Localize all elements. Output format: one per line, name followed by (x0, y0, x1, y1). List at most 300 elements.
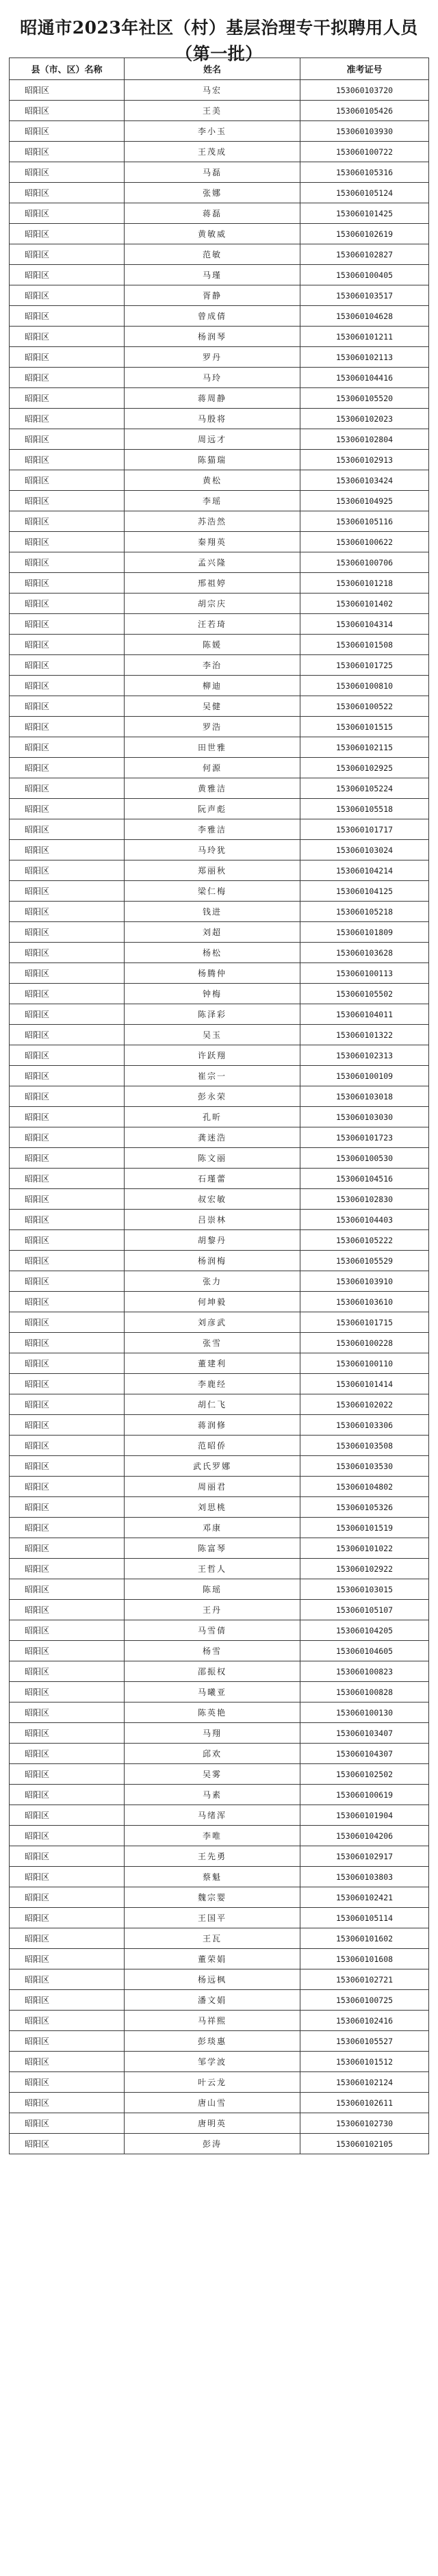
table-header-row (10, 58, 429, 80)
name-cell: 刘思桃 (125, 1497, 300, 1518)
county-cell: 昭阳区 (10, 655, 125, 676)
table-row (10, 922, 429, 943)
county-cell: 昭阳区 (10, 1456, 125, 1477)
name-cell: 张力 (125, 1271, 300, 1292)
exam-number-cell: 153060103930 (300, 121, 429, 142)
county-cell: 昭阳区 (10, 532, 125, 552)
county-cell: 昭阳区 (10, 347, 125, 368)
name-cell: 马雪倩 (125, 1620, 300, 1641)
county-cell: 昭阳区 (10, 142, 125, 162)
table-row (10, 1251, 429, 1271)
exam-number-cell: 153060103720 (300, 80, 429, 101)
table-row (10, 1333, 429, 1353)
name-cell: 王茂成 (125, 142, 300, 162)
table-row (10, 717, 429, 737)
county-cell: 昭阳区 (10, 696, 125, 717)
county-cell: 昭阳区 (10, 511, 125, 532)
exam-number-cell: 153060100810 (300, 676, 429, 696)
county-cell: 昭阳区 (10, 183, 125, 203)
table-row (10, 943, 429, 963)
table-row (10, 409, 429, 429)
table-row (10, 1271, 429, 1292)
county-cell: 昭阳区 (10, 1292, 125, 1312)
exam-number-cell: 153060103910 (300, 1271, 429, 1292)
table-row (10, 1477, 429, 1497)
county-cell: 昭阳区 (10, 1620, 125, 1641)
exam-number-cell: 153060100706 (300, 552, 429, 573)
county-cell: 昭阳区 (10, 285, 125, 306)
county-cell: 昭阳区 (10, 470, 125, 491)
name-cell: 邱欢 (125, 1744, 300, 1764)
exam-number-cell: 153060105518 (300, 799, 429, 819)
exam-number-cell: 153060101414 (300, 1374, 429, 1394)
name-cell: 胡仁飞 (125, 1394, 300, 1415)
exam-number-cell: 153060105218 (300, 902, 429, 922)
name-cell: 阮声彪 (125, 799, 300, 819)
exam-number-cell: 153060105222 (300, 1230, 429, 1251)
county-cell: 昭阳区 (10, 614, 125, 635)
table-row (10, 1518, 429, 1538)
name-cell: 郑丽秋 (125, 860, 300, 881)
exam-number-cell: 153060104214 (300, 860, 429, 881)
name-cell: 马磊 (125, 162, 300, 183)
exam-number-cell: 153060105326 (300, 1497, 429, 1518)
table-row (10, 1744, 429, 1764)
county-cell: 昭阳区 (10, 1990, 125, 2011)
county-cell: 昭阳区 (10, 1271, 125, 1292)
name-cell: 陈英艳 (125, 1703, 300, 1723)
exam-number-cell: 153060100828 (300, 1682, 429, 1703)
name-cell: 杨腾仲 (125, 963, 300, 984)
county-cell: 昭阳区 (10, 409, 125, 429)
table-row (10, 676, 429, 696)
county-cell: 昭阳区 (10, 1703, 125, 1723)
county-cell: 昭阳区 (10, 963, 125, 984)
exam-number-cell: 153060100130 (300, 1703, 429, 1723)
table-row (10, 1908, 429, 1928)
exam-number-cell: 153060102105 (300, 2134, 429, 2154)
name-cell: 武氏罗娜 (125, 1456, 300, 1477)
name-cell: 黄雅洁 (125, 778, 300, 799)
exam-number-cell: 153060103030 (300, 1107, 429, 1127)
name-cell: 陈文丽 (125, 1148, 300, 1169)
exam-number-cell: 153060104307 (300, 1744, 429, 1764)
county-cell: 昭阳区 (10, 635, 125, 655)
exam-number-cell: 153060101715 (300, 1312, 429, 1333)
county-cell: 昭阳区 (10, 121, 125, 142)
exam-number-cell: 153060100725 (300, 1990, 429, 2011)
exam-number-cell: 153060101717 (300, 819, 429, 840)
county-cell: 昭阳区 (10, 265, 125, 285)
table-row (10, 1579, 429, 1600)
table-row (10, 491, 429, 511)
table-row (10, 1230, 429, 1251)
table-row (10, 142, 429, 162)
table-row (10, 1148, 429, 1169)
exam-number-cell: 153060104628 (300, 306, 429, 327)
name-cell: 苏浩然 (125, 511, 300, 532)
table-row (10, 1887, 429, 1908)
name-cell: 邢祖婷 (125, 573, 300, 594)
exam-number-cell: 153060103517 (300, 285, 429, 306)
exam-number-cell: 153060105529 (300, 1251, 429, 1271)
county-cell: 昭阳区 (10, 1949, 125, 1969)
county-cell: 昭阳区 (10, 1723, 125, 1744)
exam-number-cell: 153060105114 (300, 1908, 429, 1928)
name-cell: 李鹿经 (125, 1374, 300, 1394)
county-cell: 昭阳区 (10, 2134, 125, 2154)
exam-number-cell: 153060102827 (300, 244, 429, 265)
exam-number-cell: 153060103610 (300, 1292, 429, 1312)
name-cell: 邹学波 (125, 2052, 300, 2072)
exam-number-cell: 153060101519 (300, 1518, 429, 1538)
exam-number-cell: 153060101508 (300, 635, 429, 655)
table-row (10, 429, 429, 450)
name-cell: 石瑾蕾 (125, 1169, 300, 1189)
name-cell: 陈泽彩 (125, 1004, 300, 1025)
table-row (10, 470, 429, 491)
exam-number-cell: 153060103508 (300, 1436, 429, 1456)
name-cell: 马绪浑 (125, 1805, 300, 1826)
table-row (10, 737, 429, 758)
name-cell: 田世雅 (125, 737, 300, 758)
table-row (10, 1436, 429, 1456)
exam-number-cell: 153060103424 (300, 470, 429, 491)
table-row (10, 347, 429, 368)
name-cell: 叶云龙 (125, 2072, 300, 2093)
county-cell: 昭阳区 (10, 1538, 125, 1559)
table-row (10, 758, 429, 778)
county-cell: 昭阳区 (10, 1127, 125, 1148)
county-cell: 昭阳区 (10, 1148, 125, 1169)
name-cell: 何坤毅 (125, 1292, 300, 1312)
county-cell: 昭阳区 (10, 429, 125, 450)
table-row (10, 1682, 429, 1703)
name-cell: 范敏 (125, 244, 300, 265)
exam-number-cell: 153060105520 (300, 388, 429, 409)
county-cell: 昭阳区 (10, 1333, 125, 1353)
name-cell: 柳迪 (125, 676, 300, 696)
header-name: 姓名 (125, 58, 300, 80)
table-row (10, 2113, 429, 2134)
exam-number-cell: 153060105224 (300, 778, 429, 799)
county-cell: 昭阳区 (10, 1353, 125, 1374)
county-cell: 昭阳区 (10, 1086, 125, 1107)
exam-number-cell: 153060101322 (300, 1025, 429, 1045)
table-row (10, 1764, 429, 1785)
table-row (10, 203, 429, 224)
county-cell: 昭阳区 (10, 1826, 125, 1846)
name-cell: 吴玉 (125, 1025, 300, 1045)
exam-number-cell: 153060100823 (300, 1661, 429, 1682)
exam-number-cell: 153060104605 (300, 1641, 429, 1661)
name-cell: 彭永荣 (125, 1086, 300, 1107)
name-cell: 胡宗庆 (125, 594, 300, 614)
table-row (10, 1826, 429, 1846)
exam-number-cell: 153060102721 (300, 1969, 429, 1990)
name-cell: 吴健 (125, 696, 300, 717)
name-cell: 王国平 (125, 1908, 300, 1928)
name-cell: 蒋周静 (125, 388, 300, 409)
name-cell: 张娜 (125, 183, 300, 203)
county-cell: 昭阳区 (10, 1189, 125, 1210)
county-cell: 昭阳区 (10, 799, 125, 819)
name-cell: 周远才 (125, 429, 300, 450)
name-cell: 蔡魁 (125, 1867, 300, 1887)
county-cell: 昭阳区 (10, 984, 125, 1004)
county-cell: 昭阳区 (10, 1251, 125, 1271)
name-cell: 张雪 (125, 1333, 300, 1353)
county-cell: 昭阳区 (10, 552, 125, 573)
name-cell: 马玲犹 (125, 840, 300, 860)
exam-number-cell: 153060101515 (300, 717, 429, 737)
exam-number-cell: 153060105527 (300, 2031, 429, 2052)
name-cell: 蒋磊 (125, 203, 300, 224)
table-row (10, 265, 429, 285)
name-cell: 董荣娟 (125, 1949, 300, 1969)
table-row (10, 183, 429, 203)
exam-number-cell: 153060102804 (300, 429, 429, 450)
exam-number-cell: 153060102416 (300, 2011, 429, 2031)
county-cell: 昭阳区 (10, 491, 125, 511)
exam-number-cell: 153060103306 (300, 1415, 429, 1436)
table-row (10, 1127, 429, 1148)
county-cell: 昭阳区 (10, 244, 125, 265)
county-cell: 昭阳区 (10, 101, 125, 121)
exam-number-cell: 153060105502 (300, 984, 429, 1004)
exam-number-cell: 153060104205 (300, 1620, 429, 1641)
table-row (10, 963, 429, 984)
exam-number-cell: 153060103530 (300, 1456, 429, 1477)
county-cell: 昭阳区 (10, 1066, 125, 1086)
table-row (10, 2093, 429, 2113)
table-row (10, 2011, 429, 2031)
exam-number-cell: 153060101022 (300, 1538, 429, 1559)
county-cell: 昭阳区 (10, 1394, 125, 1415)
county-cell: 昭阳区 (10, 1641, 125, 1661)
exam-number-cell: 153060101725 (300, 655, 429, 676)
name-cell: 李瑶 (125, 491, 300, 511)
name-cell: 黄松 (125, 470, 300, 491)
county-cell: 昭阳区 (10, 943, 125, 963)
table-row (10, 1641, 429, 1661)
exam-number-cell: 153060100405 (300, 265, 429, 285)
exam-number-cell: 153060104925 (300, 491, 429, 511)
name-cell: 王瓦 (125, 1928, 300, 1949)
table-row (10, 101, 429, 121)
name-cell: 王哲人 (125, 1559, 300, 1579)
county-cell: 昭阳区 (10, 902, 125, 922)
county-cell: 昭阳区 (10, 1045, 125, 1066)
name-cell: 李唯 (125, 1826, 300, 1846)
table-row (10, 1703, 429, 1723)
name-cell: 杨润琴 (125, 327, 300, 347)
name-cell: 马瑾 (125, 265, 300, 285)
table-row (10, 614, 429, 635)
exam-number-cell: 153060102917 (300, 1846, 429, 1867)
name-cell: 杨远枫 (125, 1969, 300, 1990)
exam-number-cell: 153060104516 (300, 1169, 429, 1189)
name-cell: 胡黎丹 (125, 1230, 300, 1251)
name-cell: 李雅洁 (125, 819, 300, 840)
table-row (10, 2072, 429, 2093)
exam-number-cell: 153060102611 (300, 2093, 429, 2113)
name-cell: 孔昕 (125, 1107, 300, 1127)
table-row (10, 984, 429, 1004)
exam-number-cell: 153060103628 (300, 943, 429, 963)
table-row (10, 799, 429, 819)
exam-number-cell: 153060102421 (300, 1887, 429, 1908)
exam-number-cell: 153060103015 (300, 1579, 429, 1600)
table-row (10, 1045, 429, 1066)
exam-number-cell: 153060101211 (300, 327, 429, 347)
exam-number-cell: 153060102113 (300, 347, 429, 368)
county-cell: 昭阳区 (10, 1579, 125, 1600)
name-cell: 马曦亚 (125, 1682, 300, 1703)
name-cell: 马玲 (125, 368, 300, 388)
name-cell: 孟兴隆 (125, 552, 300, 573)
county-cell: 昭阳区 (10, 676, 125, 696)
exam-number-cell: 153060103018 (300, 1086, 429, 1107)
header-county: 县（市、区）名称 (10, 58, 125, 80)
county-cell: 昭阳区 (10, 2113, 125, 2134)
exam-number-cell: 153060101425 (300, 203, 429, 224)
exam-number-cell: 153060104416 (300, 368, 429, 388)
table-row (10, 1969, 429, 1990)
table-row (10, 1538, 429, 1559)
name-cell: 钟梅 (125, 984, 300, 1004)
county-cell: 昭阳区 (10, 1230, 125, 1251)
exam-number-cell: 153060102619 (300, 224, 429, 244)
name-cell: 潘文娟 (125, 1990, 300, 2011)
table-row (10, 1497, 429, 1518)
name-cell: 许跃翔 (125, 1045, 300, 1066)
name-cell: 彭涛 (125, 2134, 300, 2154)
name-cell: 陈媛 (125, 635, 300, 655)
county-cell: 昭阳区 (10, 1559, 125, 1579)
exam-number-cell: 153060104206 (300, 1826, 429, 1846)
exam-number-cell: 153060102922 (300, 1559, 429, 1579)
table-row (10, 635, 429, 655)
table-row (10, 1312, 429, 1333)
exam-number-cell: 153060102115 (300, 737, 429, 758)
county-cell: 昭阳区 (10, 573, 125, 594)
county-cell: 昭阳区 (10, 1477, 125, 1497)
county-cell: 昭阳区 (10, 450, 125, 470)
county-cell: 昭阳区 (10, 1908, 125, 1928)
name-cell: 李小玉 (125, 121, 300, 142)
county-cell: 昭阳区 (10, 840, 125, 860)
name-cell: 何源 (125, 758, 300, 778)
exam-number-cell: 153060105107 (300, 1600, 429, 1620)
table-row (10, 450, 429, 470)
table-row (10, 511, 429, 532)
county-cell: 昭阳区 (10, 2011, 125, 2031)
table-row (10, 1785, 429, 1805)
county-cell: 昭阳区 (10, 1497, 125, 1518)
county-cell: 昭阳区 (10, 1867, 125, 1887)
exam-number-cell: 153060104125 (300, 881, 429, 902)
name-cell: 龚迷浩 (125, 1127, 300, 1148)
table-row (10, 1292, 429, 1312)
exam-number-cell: 153060101723 (300, 1127, 429, 1148)
county-cell: 昭阳区 (10, 717, 125, 737)
county-cell: 昭阳区 (10, 1169, 125, 1189)
table-row (10, 655, 429, 676)
county-cell: 昭阳区 (10, 1682, 125, 1703)
name-cell: 邓康 (125, 1518, 300, 1538)
exam-number-cell: 153060102502 (300, 1764, 429, 1785)
table-row (10, 80, 429, 101)
name-cell: 曾成倩 (125, 306, 300, 327)
name-cell: 杨润梅 (125, 1251, 300, 1271)
county-cell: 昭阳区 (10, 737, 125, 758)
exam-number-cell: 153060100109 (300, 1066, 429, 1086)
exam-number-cell: 153060102313 (300, 1045, 429, 1066)
table-row (10, 162, 429, 183)
county-cell: 昭阳区 (10, 778, 125, 799)
name-cell: 钱进 (125, 902, 300, 922)
county-cell: 昭阳区 (10, 1004, 125, 1025)
table-row (10, 1415, 429, 1436)
exam-number-cell: 153060101602 (300, 1928, 429, 1949)
name-cell: 杨松 (125, 943, 300, 963)
table-row (10, 881, 429, 902)
name-cell: 王丹 (125, 1600, 300, 1620)
table-row (10, 902, 429, 922)
county-cell: 昭阳区 (10, 1661, 125, 1682)
exam-number-cell: 153060102913 (300, 450, 429, 470)
table-row (10, 860, 429, 881)
table-row (10, 224, 429, 244)
table-row (10, 1189, 429, 1210)
table-row (10, 1661, 429, 1682)
table-row (10, 2031, 429, 2052)
table-row (10, 1066, 429, 1086)
exam-number-cell: 153060102124 (300, 2072, 429, 2093)
county-cell: 昭阳区 (10, 1518, 125, 1538)
name-cell: 邵振权 (125, 1661, 300, 1682)
table-row (10, 552, 429, 573)
table-row (10, 819, 429, 840)
exam-number-cell: 153060102830 (300, 1189, 429, 1210)
county-cell: 昭阳区 (10, 1887, 125, 1908)
exam-number-cell: 153060103803 (300, 1867, 429, 1887)
table-row (10, 1846, 429, 1867)
name-cell: 刘超 (125, 922, 300, 943)
county-cell: 昭阳区 (10, 224, 125, 244)
exam-number-cell: 153060100522 (300, 696, 429, 717)
name-cell: 陈富琴 (125, 1538, 300, 1559)
county-cell: 昭阳区 (10, 1025, 125, 1045)
county-cell: 昭阳区 (10, 1312, 125, 1333)
title-line-2: （第一批） (175, 44, 263, 64)
table-row (10, 1025, 429, 1045)
county-cell: 昭阳区 (10, 1374, 125, 1394)
county-cell: 昭阳区 (10, 388, 125, 409)
exam-number-cell: 153060101809 (300, 922, 429, 943)
exam-number-cell: 153060105316 (300, 162, 429, 183)
county-cell: 昭阳区 (10, 1744, 125, 1764)
exam-number-cell: 153060104011 (300, 1004, 429, 1025)
exam-number-cell: 153060101218 (300, 573, 429, 594)
table-row (10, 1107, 429, 1127)
name-cell: 吴雾 (125, 1764, 300, 1785)
name-cell: 周丽君 (125, 1477, 300, 1497)
table-row (10, 1949, 429, 1969)
name-cell: 刘彦武 (125, 1312, 300, 1333)
exam-number-cell: 153060100530 (300, 1148, 429, 1169)
